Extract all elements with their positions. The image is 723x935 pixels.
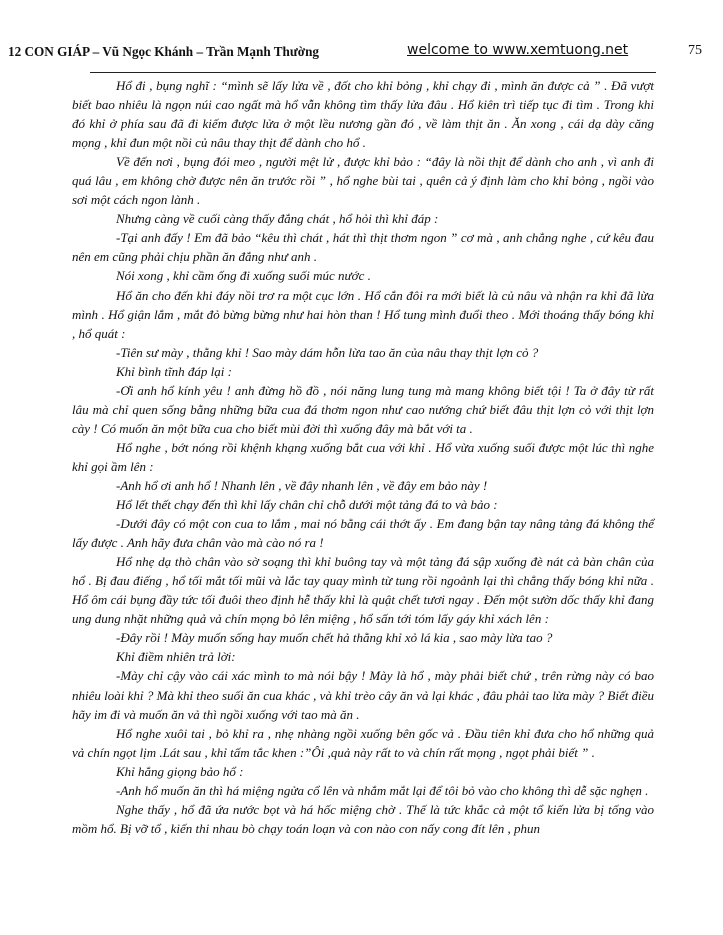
paragraph: Hổ ăn cho đến khi đáy nồi trơ ra một cục lớn . Hổ cắn đôi ra mới biết là củ nâu và nhận ra khỉ đã lừa mình . Hổ giận lắm , mắt đỏ bừng bừng như hai hòn than ! Hổ tung mình đuổi theo . Mới thoáng thấy bóng khỉ , hổ quát : — [72, 287, 654, 341]
header-divider — [90, 72, 656, 73]
paragraph: -Đây rồi ! Mày muốn sống hay muốn chết hả thằng khỉ xỏ lá kia , sao mày lừa tao ? — [116, 630, 553, 646]
paragraph: -Mày chỉ cậy vào cái xác mình to mà nói bậy ! Mày là hổ , mày phải biết chứ , trên rừng này có bao nhiêu loài khỉ ? Mà khỉ theo suối ăn cua khác , và khỉ trèo cây ăn vả lại khác , đâu phải tao lừa mày ? Biết điều hãy im đi và muốn ăn vả thì ngồi xuống với tao mà ăn . — [72, 668, 654, 722]
paragraph: Hổ nghe xuôi tai , bỏ khỉ ra , nhẹ nhàng ngồi xuống bên gốc vả . Đầu tiên khỉ đưa cho hổ những quả vả chín ngọt lịm .Lát sau , khỉ tấm tắc khen :”Ôi ,quả này rất to và chín rất mọng , ngọt phải biết ” . — [72, 725, 654, 760]
paragraph: Nghe thấy , hổ đã ứa nước bọt và há hốc miệng chờ . Thế là tức khắc cả một tổ kiến lửa bị tống vào mồm hổ. Bị vỡ tổ , kiến thi nhau bò chạy toán loạn và con nào con nấy cong đít lên , phun — [72, 801, 654, 836]
paragraph: -Anh hổ muốn ăn thì há miệng ngửa cổ lên và nhắm mắt lại để tôi bỏ vào cho không thì dễ sặc nghẹn . — [116, 782, 649, 798]
page-number: 75 — [688, 43, 702, 58]
paragraph: Hổ nhẹ dạ thò chân vào sờ soạng thì khỉ buông tay và một tảng đá sập xuống đè nát cả bàn chân của hổ . Bị đau điếng , hổ tối mắt tối mũi và lắc tay quay mình từ tung rồi ngoảnh lại thì chẳng thấy bóng khỉ nữa . Hổ ôm cái bụng đầy tức tối đuôi theo định hễ thấy khỉ là quật chết tươi ngay . Đến một sườn dốc thấy khỉ đang ung dung nhặt những quả vả chín mọng bỏ lên miệng , hổ sấn tới tóm lấy gáy khỉ xách lên : — [72, 554, 654, 627]
paragraph: -Tại anh đấy ! Em đã bảo “kêu thì chát , hát thì thịt thơm ngon ” cơ mà , anh chẳng nghe , cứ kêu đau nên em cũng phải chịu phần ăn đắng như anh . — [72, 230, 654, 265]
story-body — [72, 76, 654, 838]
website-link[interactable]: welcome to www.xemtuong.net — [407, 42, 629, 58]
paragraph: -Tiên sư mày , thằng khỉ ! Sao mày dám hỗn lừa tao ăn của nâu thay thịt lợn cỏ ? — [116, 344, 539, 360]
paragraph: Khỉ điềm nhiên trả lời: — [116, 649, 236, 665]
paragraph: Nhưng càng về cuối càng thấy đắng chát , hổ hỏi thì khỉ đáp : — [116, 211, 439, 227]
paragraph: Hổ lết thết chạy đến thì khỉ lấy chân chỉ chỗ dưới một tảng đá to và bảo : — [116, 497, 498, 513]
running-header-title: 12 CON GIÁP – Vũ Ngọc Khánh – Trần Mạnh Thường — [8, 44, 320, 59]
paragraph: Nói xong , khỉ cầm ống đi xuống suối múc nước . — [116, 268, 371, 284]
paragraph: Hổ đi , bụng nghĩ : “mình sẽ lấy lửa về , đốt cho khỉ bỏng , khỉ chạy đi , mình ăn được cả ” . Đã vượt biết bao nhiêu là ngọn núi cao ngất mà hổ vẫn không tìm thấy lửa đâu . Hổ kiên trì tiếp tục đi tìm . Trong khi đó khỉ ở phía sau đã đi kiếm được lửa ở một lều nương gần đó , về làm thịt ăn . Ăn xong , cái dạ dày căng mọng , khỉ đun một nồi củ nâu thay thịt để dành cho hổ . — [72, 78, 654, 151]
paragraph: Khỉ hắng giọng bảo hổ : — [116, 763, 244, 779]
paragraph: -Anh hổ ơi anh hổ ! Nhanh lên , về đây nhanh lên , về đây em bảo này ! — [116, 477, 488, 493]
paragraph: -Dưới đây có một con cua to lắm , mai nó bằng cái thớt ấy . Em đang bận tay nâng tảng đá không thể lấy được . Anh hãy đưa chân vào mà cào nó ra ! — [72, 516, 654, 551]
paragraph: Hổ nghe , bớt nóng rồi khệnh khạng xuống bắt cua với khỉ . Hổ vừa xuống suối được một lúc thì nghe khỉ gọi ầm lên : — [72, 439, 654, 474]
paragraph: -Ơi anh hổ kính yêu ! anh đừng hồ đồ , nói năng lung tung mà mang không biết tội ! Ta ở đây từ rất lâu mà chỉ quen sống bằng những bữa cua đá thơm ngon như cao nướng chứ biết đâu thịt lợn cỏ với thịt lợn cày ! Có muốn ăn một bữa cua cho biết mùi đời thì xuống đây mà bắt với ta . — [72, 382, 654, 436]
paragraph: Khỉ bình tĩnh đáp lại : — [116, 363, 232, 379]
paragraph: Về đến nơi , bụng đói meo , người mệt lử , được khỉ bảo : “đây là nồi thịt để dành cho anh , vì anh đi quá lâu , em không chờ được nên ăn trước rồi ” , hổ nghe bùi tai , quên cả ý định làm cho khỉ bỏng , ngồi vào sơi một cách ngon lành . — [72, 154, 654, 208]
